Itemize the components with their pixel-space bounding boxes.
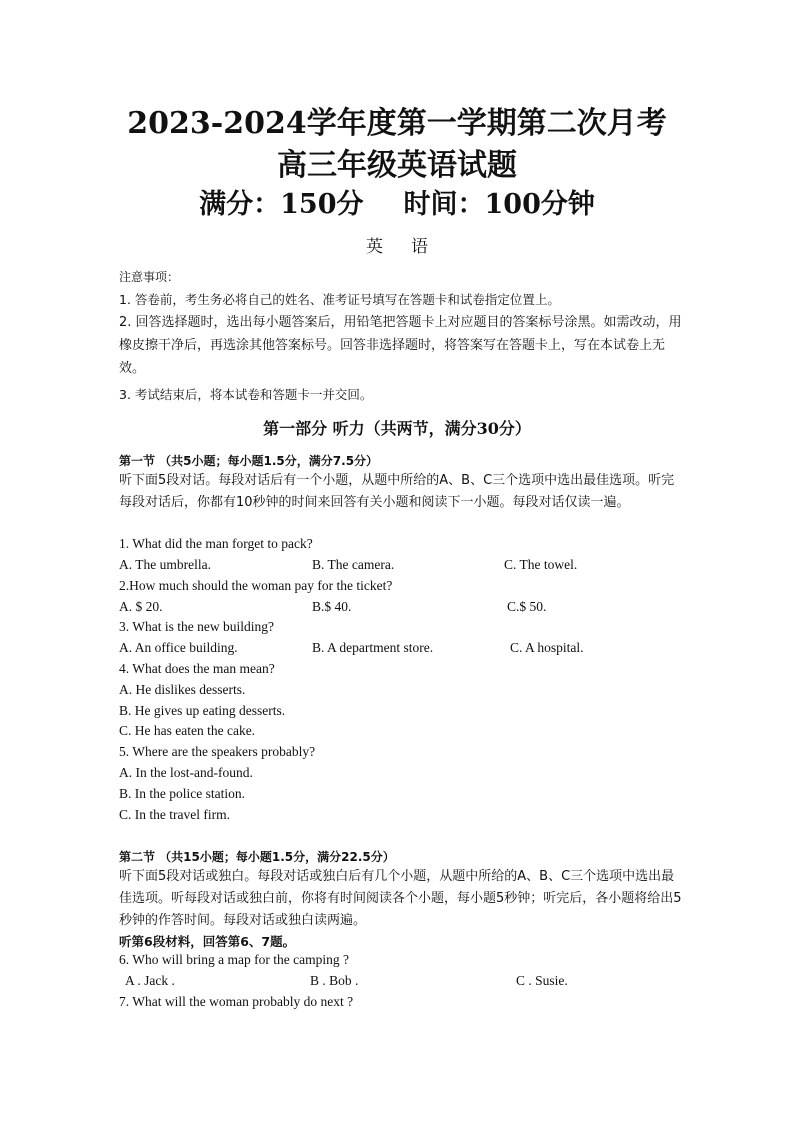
score-time-line: [0, 182, 794, 221]
question-6-option-b: B . Bob .: [310, 973, 359, 988]
question-2-option-b: B.$ 40.: [312, 599, 352, 614]
question-4-option-b: B. He gives up eating desserts.: [119, 703, 286, 718]
exam-subtitle: 高三年级英语试题: [277, 148, 517, 183]
note-item-1: 1. 答卷前，考生务必将自己的姓名、准考证号填写在答题卡和试卷指定位置上。: [119, 292, 560, 307]
question-3-option-b: B. A department store.: [312, 640, 434, 655]
section-two-heading: 第二节 （共15小题；每小题1.5分，满分22.5分）: [119, 850, 395, 864]
question-1-stem: 1. What did the man forget to pack?: [119, 536, 313, 551]
question-2-option-c: C.$ 50.: [507, 599, 547, 614]
question-5-option-c: C. In the travel firm.: [119, 807, 230, 822]
section-one-heading: 第一节 （共5小题；每小题1.5分，满分7.5分）: [119, 454, 379, 468]
question-6-option-c: C . Susie.: [516, 973, 568, 988]
question-1-option-a: A. The umbrella.: [119, 557, 211, 572]
subject-label: 英 语: [366, 237, 428, 257]
full-score: 满分：150分: [199, 189, 364, 220]
question-6-stem: 6. Who will bring a map for the camping ?: [119, 952, 349, 967]
question-2-option-a: A. $ 20.: [119, 599, 163, 614]
question-3-stem: 3. What is the new building?: [119, 619, 274, 634]
material-6-heading: 听第6段材料，回答第6、7题。: [119, 934, 296, 949]
question-1-option-b: B. The camera.: [312, 557, 395, 572]
question-4-option-c: C. He has eaten the cake.: [119, 723, 256, 738]
question-5-stem: 5. Where are the speakers probably?: [119, 744, 316, 759]
question-3-option-c: C. A hospital.: [510, 640, 584, 655]
question-4-option-a: A. He dislikes desserts.: [119, 682, 246, 697]
exam-title: 2023-2024学年度第一学期第二次月考: [127, 106, 667, 141]
question-4-stem: 4. What does the man mean?: [119, 661, 275, 676]
section-two-instructions: 听下面5段对话或独白。每段对话或独白后有几个小题，从题中所给的A、B、C三个选项中选出最佳选项。听每段对话或独白前，你将有时间阅读各个小题，每小题5秒钟；听完后，各小题将给出5秒钟的作答时间。每段对话或独白读两遍。: [119, 869, 682, 928]
question-7-stem: 7. What will the woman probably do next ?: [119, 994, 354, 1009]
question-2-stem: 2.How much should the woman pay for the ticket?: [119, 578, 393, 593]
question-6-option-a: A . Jack .: [125, 973, 175, 988]
exam-duration: 时间：100分钟: [403, 189, 595, 220]
notes-heading: 注意事项：: [119, 270, 180, 284]
question-1-option-c: C. The towel.: [504, 557, 578, 572]
question-5-option-b: B. In the police station.: [119, 786, 245, 801]
note-item-2: 2. 回答选择题时，选出每小题答案后，用铅笔把答题卡上对应题目的答案标号涂黑。如需改动，用橡皮擦干净后，再选涂其他答案标号。回答非选择题时，将答案写在答题卡上，写在本试卷上无效。: [119, 315, 682, 376]
question-5-option-a: A. In the lost-and-found.: [119, 765, 253, 780]
note-item-3: 3. 考试结束后，将本试卷和答题卡一并交回。: [119, 387, 373, 402]
part-one-title: 第一部分 听力（共两节，满分30分）: [263, 419, 531, 438]
section-one-instructions: 听下面5段对话。每段对话后有一个小题，从题中所给的A、B、C三个选项中选出最佳选项。听完每段对话后，你都有10秒钟的时间来回答有关小题和阅读下一小题。每段对话仅读一遍。: [119, 473, 675, 510]
question-3-option-a: A. An office building.: [119, 640, 238, 655]
